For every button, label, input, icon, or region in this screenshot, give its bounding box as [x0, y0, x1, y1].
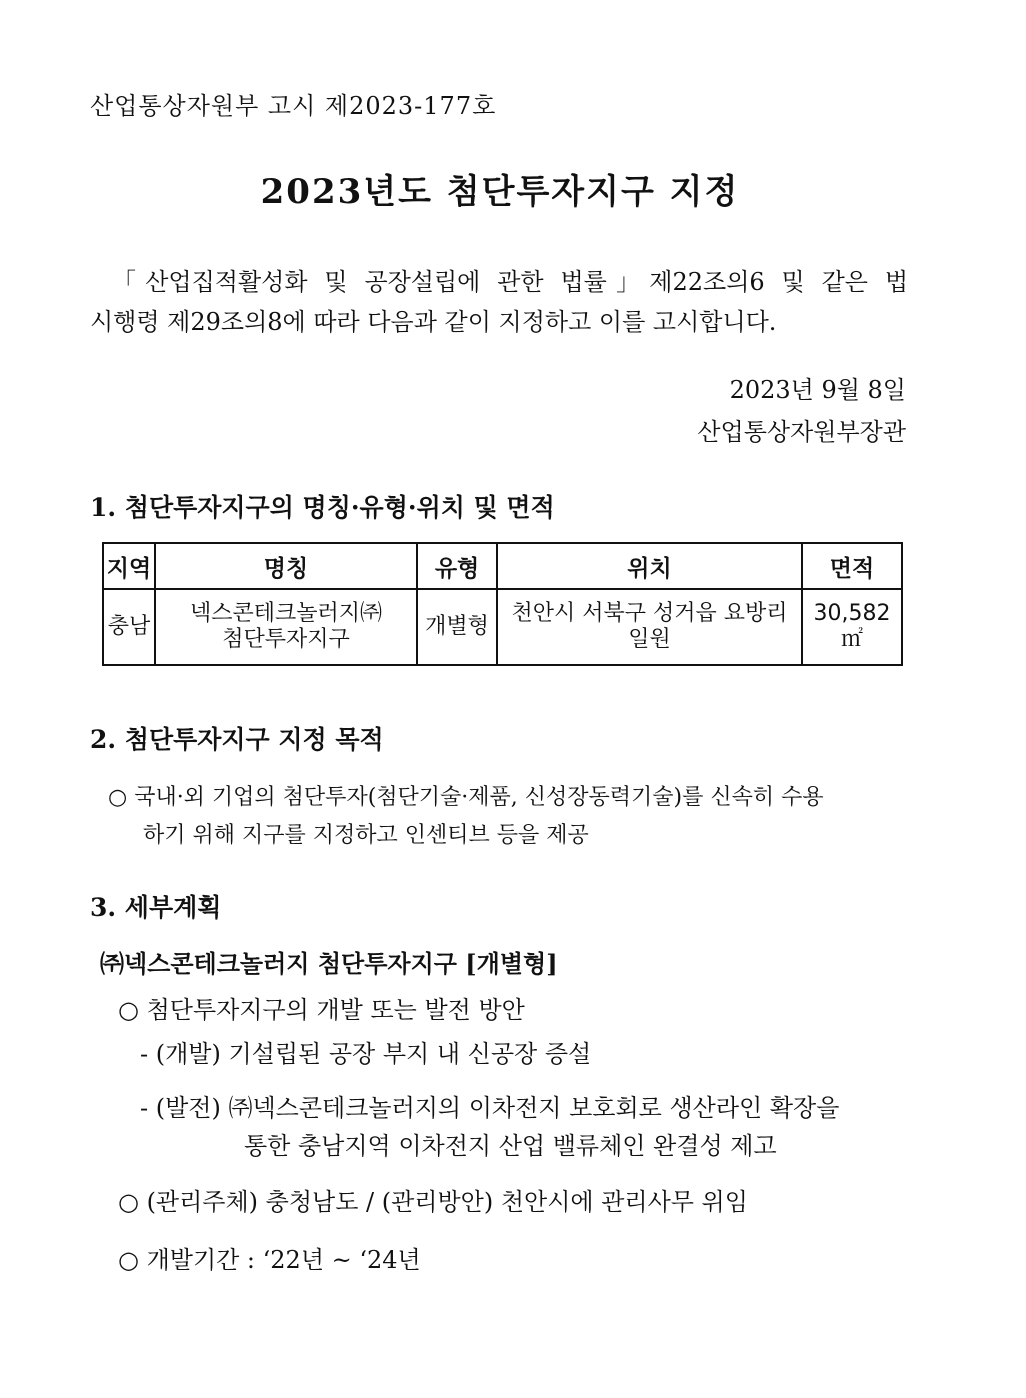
notice-date: 2023년 9월 8일 — [729, 376, 906, 404]
cell-region: 충남 — [103, 589, 155, 665]
section-2-heading: 2. 첨단투자지구 지정 목적 — [90, 725, 384, 754]
plan-dash-growth-line-1: - (발전) ㈜넥스콘테크놀러지의 이차전지 보호회로 생산라인 확장을 — [140, 1094, 840, 1122]
header-location: 위치 — [497, 543, 802, 589]
cell-type: 개별형 — [417, 589, 497, 665]
purpose-line-1: ○ 국내·외 기업의 첨단투자(첨단기술·제품, 신성장동력기술)를 신속히 수용 — [108, 785, 824, 810]
zone-table — [102, 542, 903, 666]
signer: 산업통상자원부장관 — [697, 418, 906, 446]
document-title: 2023년도 첨단투자지구 지정 — [260, 172, 740, 212]
intro-line-1: 「산업집적활성화 및 공장설립에 관한 법률」제22조의6 및 같은 법 — [112, 268, 908, 296]
plan-bullet-period: ○ 개발기간 : ‘22년 ~ ‘24년 — [118, 1246, 421, 1274]
table-header-row — [103, 543, 902, 589]
section-3-heading: 3. 세부계획 — [90, 893, 222, 922]
table-row — [103, 589, 902, 665]
cell-location: 천안시 서북구 성거읍 요방리 일원 — [497, 589, 802, 665]
intro-line-2: 시행령 제29조의8에 따라 다음과 같이 지정하고 이를 고시합니다. — [90, 308, 777, 336]
section-1-heading: 1. 첨단투자지구의 명칭·유형·위치 및 면적 — [90, 493, 555, 522]
cell-area: 30,582㎡ — [802, 589, 902, 665]
plan-bullet-management: ○ (관리주체) 충청남도 / (관리방안) 천안시에 관리사무 위임 — [118, 1188, 748, 1216]
cell-name — [155, 589, 417, 665]
header-type: 유형 — [417, 543, 497, 589]
header-name: 명칭 — [155, 543, 417, 589]
plan-sub-heading: ㈜넥스콘테크놀러지 첨단투자지구 [개별형] — [100, 949, 558, 978]
cell-name-line-2: 첨단투자지구 — [222, 627, 350, 652]
cell-name-line-1: 넥스콘테크놀러지㈜ — [190, 601, 383, 626]
purpose-line-2: 하기 위해 지구를 지정하고 인센티브 등을 제공 — [143, 823, 589, 848]
header-area: 면적 — [802, 543, 902, 589]
header-region: 지역 — [103, 543, 155, 589]
plan-bullet-development: ○ 첨단투자지구의 개발 또는 발전 방안 — [118, 996, 525, 1024]
plan-dash-development: - (개발) 기설립된 공장 부지 내 신공장 증설 — [140, 1040, 592, 1068]
notice-number: 산업통상자원부 고시 제2023-177호 — [90, 92, 497, 120]
plan-dash-growth-line-2: 통한 충남지역 이차전지 산업 밸류체인 완결성 제고 — [244, 1132, 777, 1160]
